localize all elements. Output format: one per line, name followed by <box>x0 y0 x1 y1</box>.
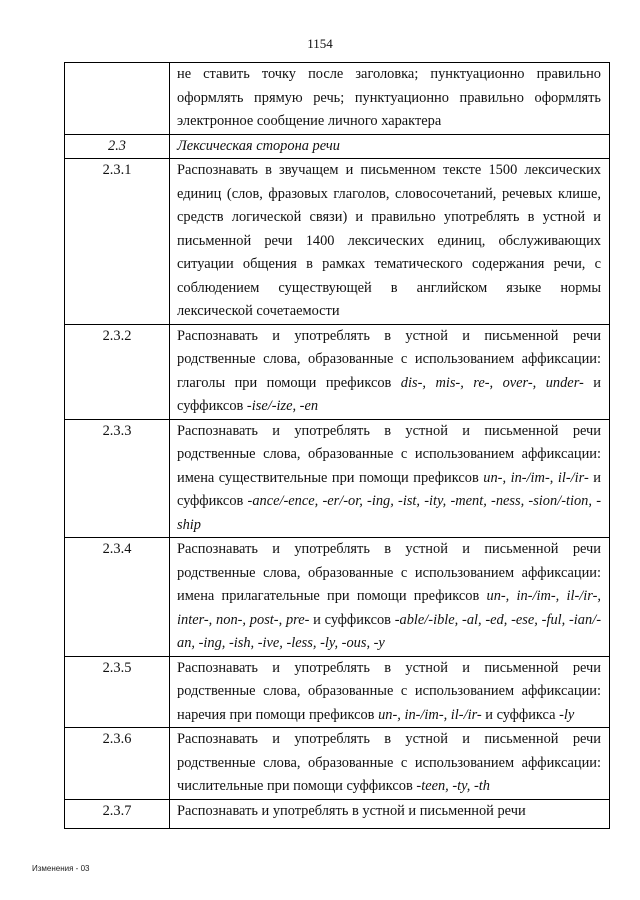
row-text-body: Распознавать и употреблять в устной и письменной речи родственные слова, образованные с использованием аффиксации: наречия при помощи префиксов <box>177 659 601 723</box>
table-row <box>65 324 610 419</box>
prefix-list: un-, in-/im-, il-/ir-, inter-, non-, post-, pre- <box>177 588 601 628</box>
table-row <box>65 159 610 325</box>
row-text-body: Распознавать и употреблять в устной и письменной речи родственные слова, образованные с использованием аффиксации: имена прилагательные при помощи префиксов <box>177 541 601 604</box>
row-text <box>170 324 610 419</box>
row-number: 2.3.2 <box>65 324 170 419</box>
row-number: 2.3.1 <box>65 159 170 325</box>
row-text-connector: и суффикса <box>481 706 560 723</box>
suffix-list: -teen, -ty, -th <box>416 778 490 794</box>
table-row <box>65 419 610 538</box>
row-text <box>170 538 610 657</box>
row-number: 2.3.6 <box>65 728 170 800</box>
page-number: 1154 <box>307 36 333 51</box>
row-text-connector: и суффиксов <box>177 469 601 509</box>
prefix-list: dis-, mis-, re-, over-, under- <box>400 374 584 391</box>
row-text <box>170 656 610 728</box>
suffix-list: -ise/-ize, -en <box>246 398 319 414</box>
table-row <box>65 799 610 828</box>
row-text-connector: и суффиксов <box>177 374 601 414</box>
row-number: 2.3 <box>65 134 170 159</box>
table-row <box>65 538 610 657</box>
row-number <box>65 63 170 135</box>
row-number: 2.3.5 <box>65 656 170 728</box>
row-text: Распознавать в звучащем и письменном тексте 1500 лексических единиц (слов, фразовых глаголов, словосочетаний, речевых клише, средств логической связи) и правильно употреблять в устной и письменной речи 1400 лексических единиц, обслуживающих ситуации общения в рамках тематического содержания речи, с соблюдением существующей в английском языке нормы лексической сочетаемости <box>170 159 610 325</box>
row-number: 2.3.7 <box>65 799 170 828</box>
section-title: Лексическая сторона речи <box>170 134 610 159</box>
row-number: 2.3.4 <box>65 538 170 657</box>
row-text-body: Распознавать и употреблять в устной и письменной речи родственные слова, образованные с использованием аффиксации: глаголы при помощи префиксов <box>177 327 601 391</box>
row-text <box>170 419 610 538</box>
content-table <box>64 62 610 829</box>
row-text <box>170 728 610 800</box>
section-header-row <box>65 134 610 159</box>
suffix-list: -ly <box>559 706 575 723</box>
row-text: Распознавать и употреблять в устной и письменной речи <box>170 799 610 828</box>
table-row <box>65 728 610 800</box>
table-row <box>65 656 610 728</box>
row-text-body: Распознавать и употреблять в устной и письменной речи родственные слова, образованные с использованием аффиксации: числительные при помощи суффиксов <box>177 731 601 794</box>
row-text-body: Распознавать и употреблять в устной и письменной речи родственные слова, образованные с использованием аффиксации: имена существительные при помощи префиксов <box>177 422 601 486</box>
table-row <box>65 63 610 135</box>
prefix-list: un-, in-/im-, il-/ir- <box>378 706 482 723</box>
suffix-list: -able/-ible, -al, -ed, -ese, -ful, -ian/-an, -ing, -ish, -ive, -less, -ly, -ous, -y <box>177 611 601 651</box>
prefix-list: un-, in-/im-, il-/ir- <box>483 469 589 486</box>
row-text: не ставить точку после заголовка; пунктуационно правильно оформлять прямую речь; пунктуационно правильно оформлять электронное сообщение личного характера <box>170 63 610 135</box>
row-number: 2.3.3 <box>65 419 170 538</box>
suffix-list: -ance/-ence, -er/-or, -ing, -ist, -ity, -ment, -ness, -sion/-tion, -ship <box>177 493 601 533</box>
footer-revision-note: Изменения - 03 <box>32 864 90 873</box>
row-text-connector: и суффиксов <box>309 611 395 628</box>
